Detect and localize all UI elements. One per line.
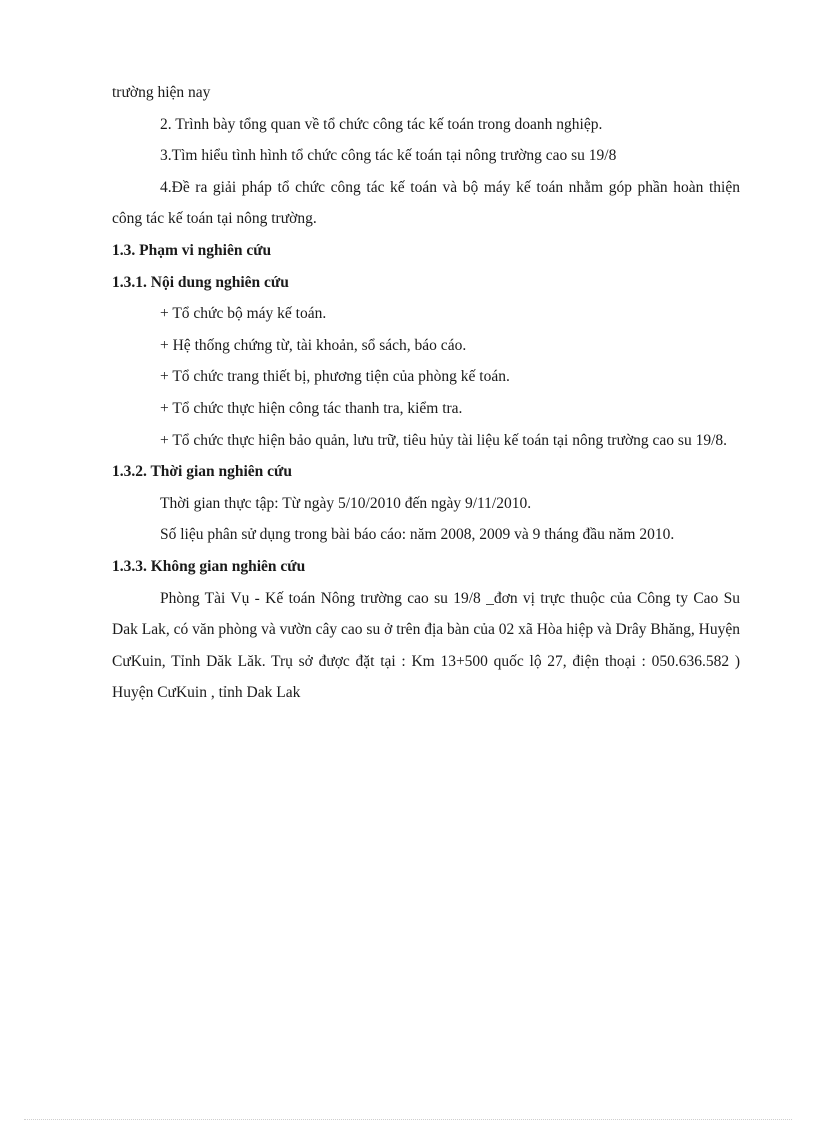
content-item-2: + Hệ thống chứng từ, tài khoản, sổ sách, báo cáo.: [160, 336, 467, 354]
content-item-1: + Tổ chức bộ máy kế toán.: [160, 305, 327, 323]
paragraph-continuation: trường hiện nay: [112, 84, 211, 101]
section-heading-1-3-2: 1.3.2. Thời gian nghiên cứu: [112, 463, 292, 481]
objective-3: 3.Tìm hiểu tình hình tổ chức công tác kế toán tại nông trường cao su 19/8: [160, 147, 617, 165]
objective-4: 4.Đề ra giải pháp tổ chức công tác kế toán và bộ máy kế toán nhằm góp phần hoàn thiện công tác kế toán tại nông trường.: [112, 178, 740, 228]
section-heading-1-3: 1.3. Phạm vi nghiên cứu: [112, 241, 272, 259]
objective-2: 2. Trình bày tổng quan về tổ chức công tác kế toán trong doanh nghiệp.: [160, 115, 603, 133]
section-heading-1-3-1: 1.3.1. Nội dung nghiên cứu: [112, 273, 289, 291]
document-body: [112, 77, 740, 709]
location-paragraph: Phòng Tài Vụ - Kế toán Nông trường cao su 19/8 _đơn vị trực thuộc của Công ty Cao Su Dak Lak, có văn phòng và vườn cây cao su ở trên địa bàn của 02 xã Hòa hiệp và Drây Bhăng, Huyện CưKuin, Tỉnh Dăk Lăk. Trụ sở được đặt tại : Km 13+500 quốc lộ 27, điện thoại : 050.636.582 ) Huyện CưKuin , tỉnh Dak Lak: [112, 589, 740, 702]
content-item-4: + Tổ chức thực hiện công tác thanh tra, kiểm tra.: [160, 399, 463, 417]
section-heading-1-3-3: 1.3.3. Không gian nghiên cứu: [112, 557, 306, 575]
data-period: Số liệu phân sử dụng trong bài báo cáo: năm 2008, 2009 và 9 tháng đầu năm 2010.: [160, 526, 675, 544]
page-bottom-rule: [24, 1119, 792, 1120]
internship-period: Thời gian thực tập: Từ ngày 5/10/2010 đến ngày 9/11/2010.: [160, 494, 532, 512]
content-item-5: + Tổ chức thực hiện bảo quản, lưu trữ, tiêu hủy tài liệu kế toán tại nông trường cao su 19/8.: [160, 431, 728, 449]
content-item-3: + Tổ chức trang thiết bị, phương tiện của phòng kế toán.: [160, 368, 510, 386]
